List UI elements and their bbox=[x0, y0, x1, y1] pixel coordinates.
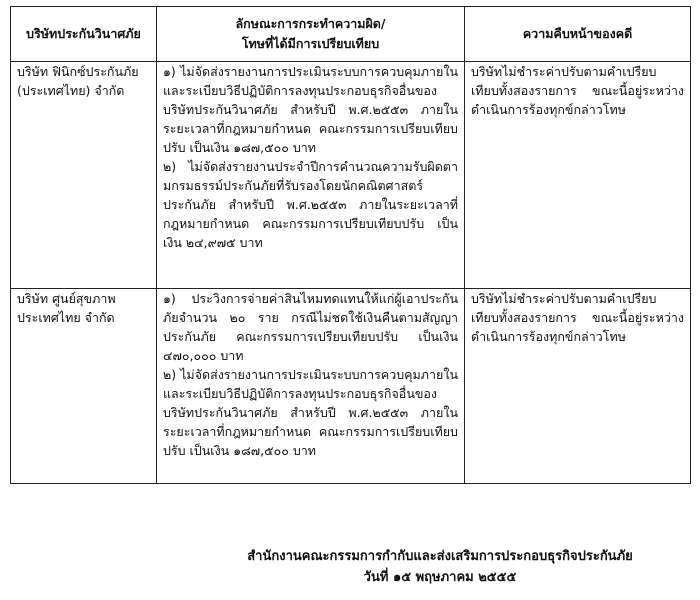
header-company: บริษัทประกันวินาศภัย bbox=[11, 7, 157, 62]
header-offense bbox=[157, 7, 465, 62]
offense-cell bbox=[157, 289, 465, 484]
offense-item: ๒) ไม่จัดส่งรายงานการประเมินระบบการควบคุมภายในและระเบียบวิธีปฏิบัติการลงทุนประกอบธุรกิจอื่นของบริษัทประกันวินาศภัย สำหรับปี พ.ศ.๒๕๕๓ ภายในระยะเวลาที่กฎหมายกำหนด คณะกรรมการเปรียบเทียบปรับ เป็นเงิน ๑๘๗,๕๐๐ บาท bbox=[163, 367, 458, 458]
signature-block bbox=[230, 546, 650, 588]
company-cell: บริษัท ศูนย์สุขภาพประเทศไทย จำกัด bbox=[11, 289, 157, 484]
issue-date: วันที่ ๑๕ พฤษภาคม ๒๕๕๕ bbox=[363, 570, 517, 585]
offense-item: ๑) ประวิงการจ่ายค่าสินไหมทดแทนให้แก่ผู้เอาประกันภัยจำนวน ๒๐ ราย กรณีไม่ชดใช้เงินคืนตามสัญญาประกันภัย คณะกรรมการเปรียบเทียบปรับ เป็นเงิน ๔๗๐,๐๐๐ บาท bbox=[163, 291, 458, 363]
offense-cell bbox=[157, 62, 465, 289]
header-progress: ความคืบหน้าของคดี bbox=[465, 7, 691, 62]
penalty-table bbox=[10, 6, 691, 484]
header-offense-line1: ลักษณะการกระทำความผิด/ bbox=[235, 16, 386, 31]
table-header-row bbox=[11, 7, 691, 62]
table-row bbox=[11, 289, 691, 484]
issuing-office: สำนักงานคณะกรรมการกำกับและส่งเสริมการประกอบธุรกิจประกันภัย bbox=[247, 549, 633, 564]
progress-cell: บริษัทไม่ชำระค่าปรับตามคำเปรียบเทียบทั้งสองรายการ ขณะนี้อยู่ระหว่างดำเนินการร้องทุกข์กล่าวโทษ bbox=[465, 289, 691, 484]
progress-cell: บริษัทไม่ชำระค่าปรับตามคำเปรียบเทียบทั้งสองรายการ ขณะนี้อยู่ระหว่างดำเนินการร้องทุกข์กล่าวโทษ bbox=[465, 62, 691, 289]
company-cell: บริษัท ฟินิกซ์ประกันภัย (ประเทศไทย) จำกัด bbox=[11, 62, 157, 289]
header-offense-line2: โทษที่ได้มีการเปรียบเทียบ bbox=[241, 36, 380, 51]
offense-item: ๑) ไม่จัดส่งรายงานการประเมินระบบการควบคุมภายในและระเบียบวิธีปฏิบัติการลงทุนประกอบธุรกิจอื่นของบริษัทประกันวินาศภัย สำหรับปี พ.ศ.๒๕๕๓ ภายในระยะเวลาที่กฎหมายกำหนด คณะกรรมการเปรียบเทียบปรับ เป็นเงิน ๑๘๗,๕๐๐ บาท bbox=[163, 64, 458, 155]
table-row bbox=[11, 62, 691, 289]
offense-item: ๒) ไม่จัดส่งรายงานประจำปีการคำนวณความรับผิดตามกรมธรรม์ประกันภัยที่รับรองโดยนักคณิตศาสตร์ประกันภัย สำหรับปี พ.ศ.๒๕๕๓ ภายในระยะเวลาที่กฎหมายกำหนด คณะกรรมการเปรียบเทียบปรับ เป็นเงิน ๒๔,๙๗๕ บาท bbox=[163, 159, 458, 250]
